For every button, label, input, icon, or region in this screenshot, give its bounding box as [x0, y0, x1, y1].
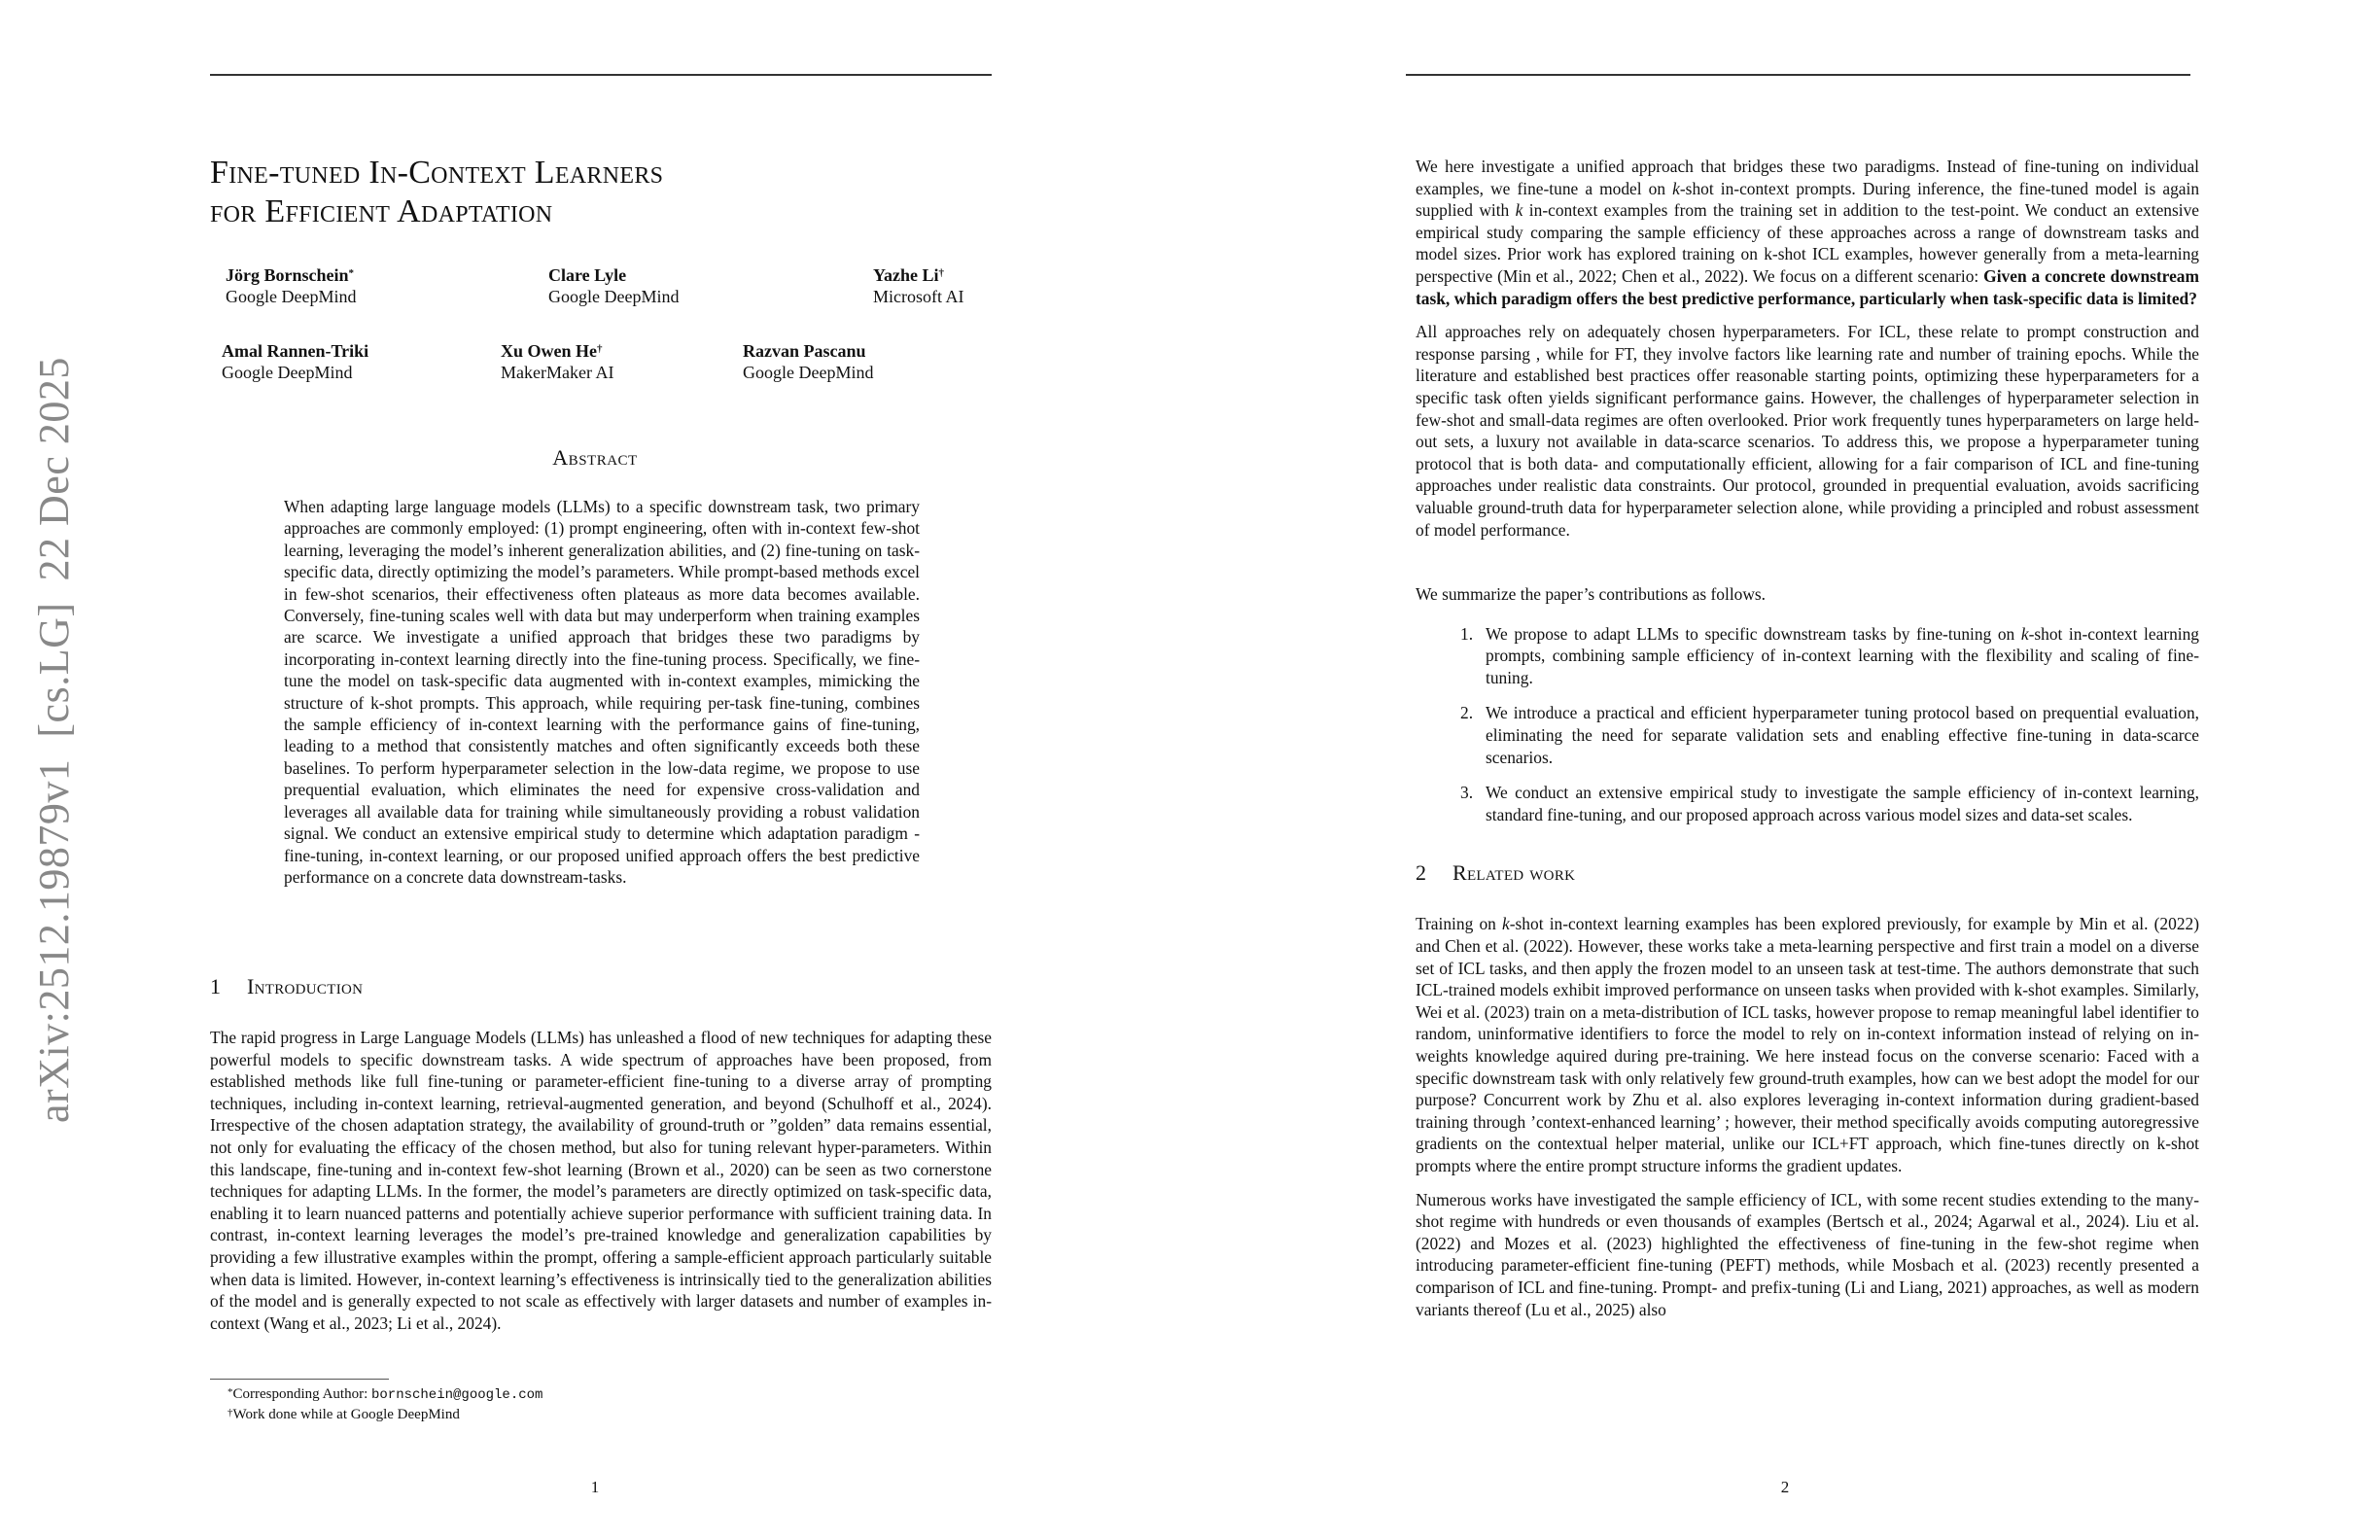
footnote — [228, 1384, 542, 1405]
body-paragraph: Numerous works have investigated the sample efficiency of ICL, with some recent studies extending to the many-shot regime with hundreds or even thousands of examples (Bertsch et al., 2024; Agarwal et al., 2024). Liu et al. (2022) and Mozes et al. (2023) highlighted the effectiveness of fine-tuning in the few-shot regime when introducing parameter-efficient fine-tuning (PEFT) methods, while Mosbach et al. (2023) recently presented a comparison of ICL and fine-tuning. Prompt- and prefix-tuning (Li and Liang, 2021) approaches, as well as modern variants thereof (Lu et al., 2025) also — [1416, 1189, 2199, 1319]
list-number: 3. — [1460, 783, 1474, 803]
author-mark: * — [348, 267, 355, 279]
abstract-heading: Abstract — [552, 445, 638, 470]
footnote-mark: * — [228, 1386, 233, 1398]
author-name: Yazhe Li — [873, 265, 939, 285]
author-name: Jörg Bornschein — [226, 265, 349, 285]
math-k: k — [2020, 623, 2029, 644]
title-line-1: Fine-tuned In-Context Learners — [210, 155, 664, 191]
body-paragraph: All approaches rely on adequately chosen hyperparameters. For ICL, these relate to prompt construction and response parsing , while for FT, they involve factors like learning rate and number of training epochs. While the literature and established best practices offer reasonable starting points, optimizing these hyperparameters for a specific task often yields significant performance gains. However, the challenges of hyperparameter selection in few-shot and small-data regimes are often overlooked. Prior work frequently tunes hyperparameters on large held-out sets, a luxury not available in data-scarce scenarios. To address this, we propose a hyperparameter tuning protocol that is both data- and computationally efficient, allowing for a fair comparison of ICL and fine-tuning approaches under realistic data constraints. Our protocol, grounded in prequential evaluation, avoids sacrificing valuable ground-truth data for hyperparameter selection alone, while providing a principled and robust assessment of model performance. — [1416, 322, 2199, 540]
footnote — [228, 1405, 460, 1424]
author-affiliation: MakerMaker AI — [501, 363, 614, 382]
paper-title — [210, 154, 663, 231]
author-affiliation: Google DeepMind — [222, 363, 353, 382]
arxiv-date: 22 Dec 2025 — [30, 357, 78, 581]
section-number: 2 — [1416, 860, 1427, 886]
body-paragraph — [1416, 913, 2199, 1176]
author-mark: † — [938, 267, 944, 279]
list-item — [1416, 623, 2199, 689]
text-run: We conduct an extensive empirical study to investigate the sample efficiency of in-context learning, standard fine-tuning, and our proposed approach across various model sizes and data-set scales. — [1486, 783, 2199, 824]
author-name: Xu Owen He — [501, 341, 597, 361]
author-mark: † — [597, 343, 603, 355]
author-affiliation: Google DeepMind — [743, 363, 874, 382]
contributions-intro: We summarize the paper’s contributions as follows. — [1416, 584, 1767, 605]
page-2-column — [1416, 156, 2199, 1320]
author-name: Clare Lyle — [548, 265, 627, 285]
text-run: We here investigate a unified approach that bridges these two paradigms. Instead of fine-tuning on individual examples, we fine-tune a model on — [1416, 157, 2199, 198]
text-run: -shot in-context learning examples has been explored previously, for example by Min et al. (2022) and Chen et al. (2022). However, these works take a meta-learning perspective and first train a model on a diverse set of ICL tasks, and then apply the frozen model to an unseen task at test-time. The authors demonstrate that such ICL-trained models exhibit improved performance on unseen tasks when provided with k-shot examples. Similarly, Wei et al. (2023) train on a meta-distribution of ICL tasks, however propose to remap meaningful label identifier to random, uninformative identifiers to force the model to rely on in-context information instead of relying on in-weights knowledge aquired during pre-training. We here instead focus on the converse scenario: Faced with a specific downstream task with only relatively few ground-truth examples, how can we best adopt the model for our purpose? Concurrent work by Zhu et al. also explores leveraging in-context information during gradient-based training through ’context-enhanced learning’ ; however, their method specifically avoids computing autoregressive gradients on the contextual helper material, unlike our ICL+FT approach, which fine-tunes directly on k-shot prompts where the entire prompt structure informs the gradient updates. — [1416, 914, 2199, 1175]
list-number: 1. — [1460, 623, 1474, 644]
text-run: -shot in-context prompts. During inference, the fine-tuned model is again supplied with — [1416, 178, 2200, 221]
text-run: We propose to adapt LLMs to specific downstream tasks by fine-tuning on — [1486, 623, 2021, 644]
arxiv-category: [cs.LG] — [30, 602, 78, 738]
author — [873, 264, 964, 307]
contributions-list — [1416, 623, 2199, 826]
footnote-mark: † — [228, 1407, 233, 1418]
author-affiliation: Google DeepMind — [226, 287, 357, 306]
list-item — [1416, 702, 2199, 768]
author-name: Razvan Pascanu — [743, 341, 866, 361]
author — [222, 340, 368, 383]
title-line-2: for Efficient Adaptation — [210, 193, 553, 229]
footnote-email[interactable]: bornschein@google.com — [371, 1387, 543, 1403]
page-number: 1 — [590, 1478, 600, 1496]
text-run: -shot in-context learning prompts, combining sample efficiency of in-context learning with the flexibility and scaling of fine-tuning. — [1486, 623, 2199, 687]
research-question: Given a concrete downstream task, which paradigm offers the best predictive performance, particularly when task-specific data is limited? — [1416, 265, 2199, 308]
list-number: 2. — [1460, 703, 1474, 723]
footnote-rule — [210, 1379, 389, 1380]
intro-paragraph: The rapid progress in Large Language Models (LLMs) has unleashed a flood of new techniques for adapting these powerful models to specific downstream tasks. A wide spectrum of approaches have been proposed, from established methods like full fine-tuning or parameter-efficient fine-tuning to a diverse array of prompting techniques, including in-context learning, retrieval-augmented generation, and beyond (Schulhoff et al., 2024). Irrespective of the chosen adaptation strategy, the availability of ground-truth or ”golden” data remains essential, not only for evaluating the efficacy of the chosen method, but also for tuning relevant hyper-parameters. Within this landscape, fine-tuning and in-context few-shot learning (Brown et al., 2020) can be seen as two cornerstone techniques for adapting LLMs. In the former, the model’s parameters are directly optimized on task-specific data, enabling it to learn nuanced patterns and potentially achieve superior performance with sufficient training data. In contrast, in-context learning leverages the model’s pre-trained knowledge and generalization capabilities by providing a few illustrative examples within the prompt, offering a sample-efficient approach particularly suitable when data is limited. However, in-context learning’s effectiveness is intrinsically tied to the generalization abilities of the model and is generally expected to not scale as effectively with larger datasets and number of examples in-context (Wang et al., 2023; Li et al., 2024). — [210, 1028, 992, 1333]
header-rule — [1406, 74, 2190, 76]
text-run: Training on — [1416, 914, 1503, 934]
section-heading — [1416, 860, 2199, 886]
section-1 — [210, 974, 992, 1334]
page-2 — [1190, 0, 2380, 1540]
author-affiliation: Microsoft AI — [873, 287, 964, 306]
header-rule — [210, 74, 992, 76]
math-k: k — [1672, 178, 1680, 198]
section-title: Related work — [1452, 860, 1576, 886]
text-run: in-context examples from the training set in addition to the test-point. We conduct an extensive empirical study comparing the sample efficiency of these approaches across a range of downstream tasks and model sizes. Prior work has explored training on k-shot ICL examples, however generally from a meta-learning perspective (Min et al., 2022; Chen et al., 2022). We focus on a different scenario: — [1416, 200, 2200, 286]
author — [501, 340, 613, 383]
body-paragraph — [1416, 156, 2199, 309]
arxiv-id: arXiv:2512.19879v1 — [30, 758, 78, 1123]
section-heading — [210, 974, 992, 999]
footnote-text: Work done while at Google DeepMind — [232, 1407, 460, 1422]
author-name: Amal Rannen-Triki — [222, 341, 369, 361]
text-run: We introduce a practical and efficient hyperparameter tuning protocol based on prequential evaluation, eliminating the need for separate validation sets and enabling effective fine-tuning in data-scarce scenarios. — [1486, 703, 2199, 767]
author — [743, 340, 873, 383]
math-k: k — [1502, 914, 1510, 934]
section-number: 1 — [210, 974, 222, 998]
author-affiliation: Google DeepMind — [548, 287, 680, 306]
author — [548, 264, 679, 307]
author — [226, 264, 356, 307]
math-k: k — [1515, 200, 1523, 221]
section-title: Introduction — [247, 974, 364, 998]
list-item — [1416, 782, 2199, 825]
footnote-text: Corresponding Author: — [232, 1386, 371, 1402]
abstract-text: When adapting large language models (LLMs) to a specific downstream task, two primary approaches are commonly employed: (1) prompt engineering, often with in-context few-shot learning, leveraging the model’s inherent generalization abilities, and (2) fine-tuning on task-specific data, directly optimizing the model’s parameters. While prompt-based methods excel in few-shot scenarios, their effectiveness often plateaus as more data becomes available. Conversely, fine-tuning scales well with data but may underperform when training examples are scarce. We investigate a unified approach that bridges these two paradigms by incorporating in-context learning directly into the fine-tuning process. Specifically, we fine-tune the model on task-specific data augmented with in-context examples, mimicking the structure of k-shot prompts. This approach, while requiring per-task fine-tuning, combines the sample efficiency of in-context learning with the performance gains of fine-tuning, leading to a method that consistently matches and often significantly exceeds both these baselines. To perform hyperparameter selection in the low-data regime, we propose to use prequential evaluation, which eliminates the need for expensive cross-validation and leverages all available data for training while simultaneously providing a robust validation signal. We conduct an extensive empirical study to determine which adaptation paradigm - fine-tuning, in-context learning, or our proposed unified approach offers the best predictive performance on a concrete data downstream-tasks. — [284, 497, 920, 887]
page-number: 2 — [1780, 1478, 1790, 1496]
